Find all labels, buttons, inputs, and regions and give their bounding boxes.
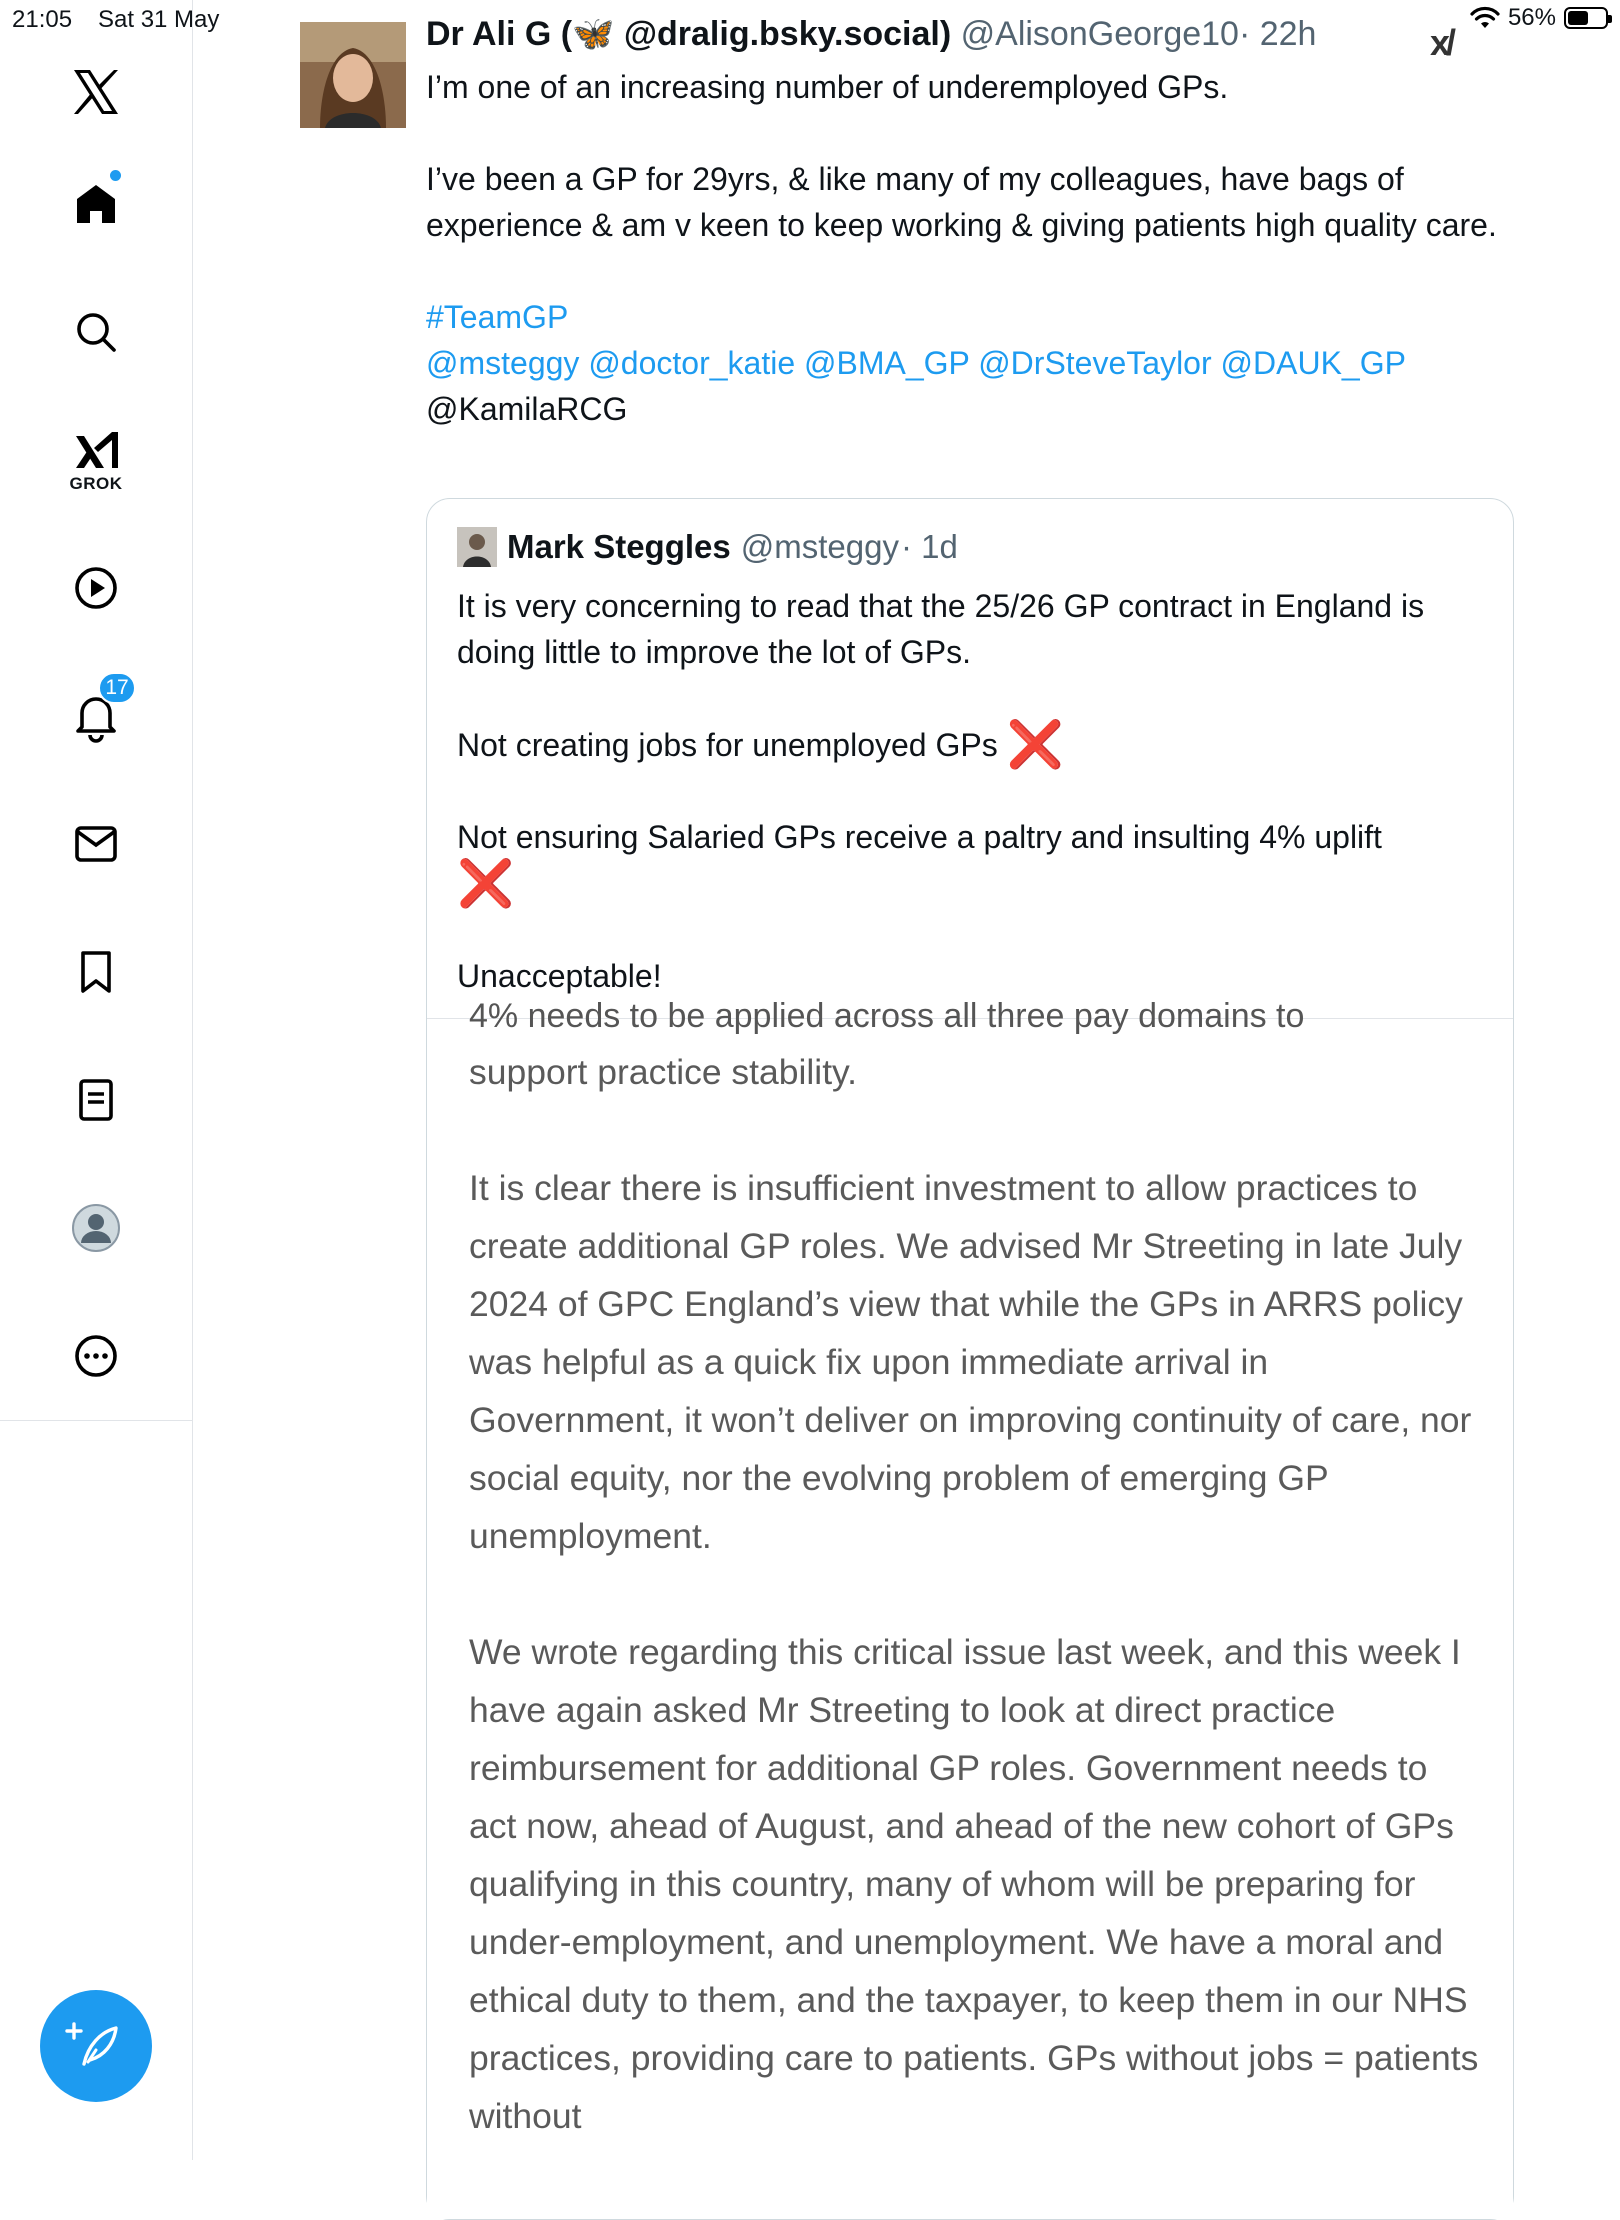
hashtag-link[interactable]: #TeamGP	[426, 299, 569, 335]
cross-mark-icon: ❌	[457, 857, 515, 909]
status-date: Sat 31 May	[98, 6, 220, 33]
bookmark-icon	[76, 949, 116, 995]
sidebar-divider	[0, 1420, 192, 1421]
x-logo-icon[interactable]	[54, 50, 138, 134]
mention-link[interactable]: @BMA_GP	[804, 345, 970, 381]
tweet-time[interactable]: · 22h	[1238, 15, 1317, 53]
image-paragraph: We wrote regarding this critical issue last week, and this week I have again asked Mr Streeting to look at direct practice reimbursement for additional GP roles. Government needs to act now, ahead of August, and ahead of the new cohort of GPs qualifying in this country, many of whom will be preparing for under-employment, and unemployment. We have a moral and ethical duty to them, and the taxpayer, to keep them in our NHS practices, providing care to patients. GPs without jobs = patients without	[469, 1632, 1479, 2136]
status-time: 21:05	[12, 6, 73, 33]
quoted-author-handle[interactable]: @msteggy	[740, 528, 899, 565]
wifi-icon	[1470, 6, 1500, 30]
battery-percent: 56%	[1507, 4, 1556, 31]
mention-link[interactable]: @KamilaRCG	[426, 391, 628, 427]
sidebar-item-explore[interactable]	[54, 290, 138, 374]
quoted-tweet-header	[457, 527, 958, 567]
image-text	[469, 1043, 1479, 2145]
more-icon	[73, 1333, 119, 1379]
quoted-tweet-time[interactable]: · 1d	[900, 528, 958, 565]
quoted-tweet-text	[457, 583, 1487, 999]
profile-icon	[71, 1203, 121, 1253]
mention-link[interactable]: @DrSteveTaylor	[978, 345, 1212, 381]
tweet-text-line: I’ve been a GP for 29yrs, & like many of my colleagues, have bags of experience & am v keen to keep working & giving patients high quality care.	[426, 161, 1497, 243]
image-text-clipped-line: 4% needs to be applied across all three pay domains to	[469, 997, 1305, 1035]
author-name[interactable]: Dr Ali G (🦋 @dralig.bsky.social)	[426, 15, 952, 53]
mention-link[interactable]: @doctor_katie	[588, 345, 796, 381]
sidebar-item-notifications[interactable]	[54, 674, 138, 758]
sidebar-item-videos[interactable]	[54, 546, 138, 630]
mention-link[interactable]: @msteggy	[426, 345, 580, 381]
sidebar-item-grok[interactable]	[54, 410, 138, 494]
compose-icon	[66, 2016, 126, 2076]
sidebar-item-home[interactable]	[54, 162, 138, 246]
quoted-text-line: It is very concerning to read that the 25/26 GP contract in England is doing little to improve the lot of GPs.	[457, 588, 1425, 670]
cross-mark-icon: ❌	[1006, 718, 1064, 770]
grok-label: GROK	[69, 474, 123, 493]
quoted-text-line: Not creating jobs for unemployed GPs	[457, 727, 998, 763]
quoted-text-line: Not ensuring Salaried GPs receive a paltry and insulting 4% uplift	[457, 819, 1382, 855]
quoted-media-image[interactable]	[427, 997, 1513, 2219]
notification-count-badge: 17	[98, 672, 136, 704]
image-paragraph: It is clear there is insufficient investment to allow practices to create additional GP roles. We advised Mr Streeting in late July 2024 of GPC England’s view that while the GPs in ARRS policy was helpful as a quick fix upon immediate arrival in Government, it won’t deliver on improving continuity of care, nor social equity, nor the evolving problem of emerging GP unemployment.	[469, 1168, 1472, 1556]
quoted-tweet-card[interactable]	[426, 498, 1514, 2220]
author-handle[interactable]: @AlisonGeorge10	[960, 15, 1239, 53]
list-icon	[76, 1077, 116, 1123]
sidebar-item-bookmarks[interactable]	[54, 930, 138, 1014]
xai-logo-icon: x/	[1430, 22, 1453, 63]
home-icon	[73, 181, 119, 227]
grok-icon	[72, 430, 120, 474]
sidebar-item-lists[interactable]	[54, 1058, 138, 1142]
tweet-text	[426, 64, 1506, 432]
tweet-text-line: I’m one of an increasing number of underemployed GPs.	[426, 69, 1229, 105]
home-notification-dot	[110, 170, 121, 181]
sidebar	[0, 0, 193, 2160]
author-avatar[interactable]	[300, 22, 406, 128]
quoted-author-avatar[interactable]	[457, 527, 497, 567]
quoted-text-line: Unacceptable!	[457, 958, 662, 994]
search-icon	[74, 310, 118, 354]
sidebar-item-more[interactable]	[54, 1314, 138, 1398]
image-paragraph: support practice stability.	[469, 1052, 858, 1092]
compose-button[interactable]	[40, 1990, 152, 2102]
sidebar-item-messages[interactable]	[54, 802, 138, 886]
mail-icon	[73, 824, 119, 864]
quoted-author-name[interactable]: Mark Steggles	[507, 528, 731, 565]
battery-icon	[1564, 7, 1608, 29]
mention-link[interactable]: @DAUK_GP	[1220, 345, 1406, 381]
sidebar-item-profile[interactable]	[54, 1186, 138, 1270]
play-icon	[73, 565, 119, 611]
status-indicators	[1470, 4, 1608, 32]
tweet-header	[426, 14, 1316, 54]
